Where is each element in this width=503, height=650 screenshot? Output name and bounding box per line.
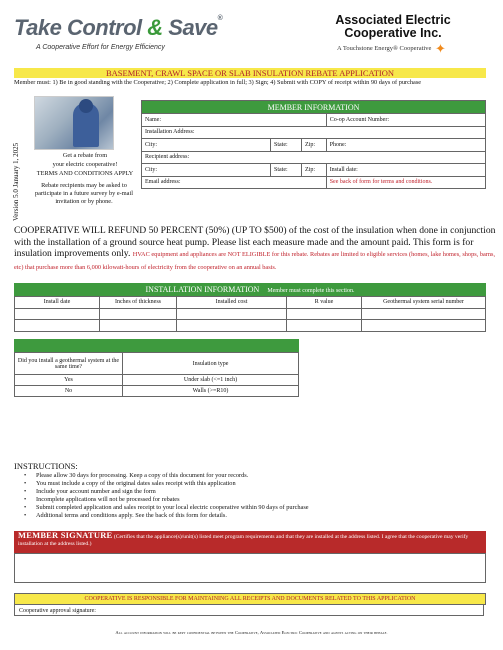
col-r-value: R value [287,297,362,309]
install-date-field[interactable]: Install date: [326,164,485,177]
worker-head [79,99,93,113]
instructions-title: INSTRUCTIONS: [14,461,78,471]
instruction-item: • Please allow 30 days for processing. Keep a copy of this document for your records. [36,472,309,480]
installation-table [14,296,486,332]
table-cell[interactable] [177,308,287,320]
version-date [8,96,30,224]
col-inches: Inches of thickness [100,297,177,309]
instructions-list [36,472,309,519]
recipient-city-field[interactable]: City: [142,164,271,177]
refund-statement [14,225,496,273]
insulation-type-header: Insulation type [123,353,299,375]
touchstone-star-icon: ✦ [435,41,446,56]
geothermal-heading-bar [14,339,299,352]
table-cell[interactable] [15,308,100,320]
installation-info-heading [14,283,486,296]
table-cell[interactable] [100,308,177,320]
table-cell[interactable] [287,308,362,320]
instruction-item: • Include your account number and sign the form [36,488,309,496]
form-title: BASEMENT, CRAWL SPACE OR SLAB INSULATION REBATE APPLICATION [14,68,486,78]
take-control-save-logo [14,15,222,41]
confidentiality-footer: All account information will be kept confidential between the Cooperative, Associated Electric Cooperative and agents acting on their behalf. [115,630,388,635]
recipient-state-field[interactable]: State: [271,164,302,177]
signature-field[interactable] [14,553,486,583]
cooperative-approval-field[interactable]: Cooperative approval signature: [14,604,484,616]
rebate-line-1: Get a rebate from [62,152,108,159]
geothermal-yes[interactable]: Yes [15,375,123,386]
refund-eligibility-note: HVAC equipment and appliances are NOT ELIGIBLE for this rebate. Rebates are limited to eligible services (homes, lake homes, shops, barns, etc) that purchase more than 6,000 kilowatt-hours of electricity from the cooperative on an annual basis. [14,251,496,271]
instruction-item: • Submit completed application and sales receipt to your local electric cooperative within 90 days of purchase [36,504,309,512]
registered-mark: ® [217,15,223,22]
cooperative-name: Associated Electric Cooperative Inc. [335,13,451,40]
touchstone-tagline: A Touchstone Energy® Cooperative [337,45,432,52]
zip-field[interactable]: Zip: [302,139,327,152]
signature-certification: (Certifies that the appliance(s)/unit(s) listed meet program requirements and that they are installed at the address listed. I agree that the cooperative may verify installation at the address listed.) [18,534,469,547]
geothermal-question: Did you install a geothermal system at the same time? [15,353,123,375]
table-cell[interactable] [100,320,177,332]
table-cell[interactable] [15,320,100,332]
col-serial-number: Geothermal system serial number [362,297,486,309]
signature-heading: MEMBER SIGNATURE [18,530,113,540]
instruction-item: • Incomplete applications will not be processed for rebates [36,496,309,504]
member-signature-bar [14,531,486,553]
geothermal-no[interactable]: No [15,386,123,397]
table-cell[interactable] [362,320,486,332]
recipient-address-field[interactable]: Recipient address: [142,151,486,164]
member-info-table [141,100,486,189]
instruction-item: • Additional terms and conditions apply. See the back of this form for details. [36,512,309,520]
logo-ampersand: & [147,15,163,40]
insulation-type-walls[interactable]: Walls (>=R10) [123,386,299,397]
table-cell[interactable] [177,320,287,332]
responsibility-notice: COOPERATIVE IS RESPONSIBLE FOR MAINTAINING ALL RECEIPTS AND DOCUMENTS RELATED TO THIS APPLICATION [14,593,486,605]
table-row [15,308,486,320]
recipient-zip-field[interactable]: Zip: [302,164,327,177]
refund-main-text: COOPERATIVE WILL REFUND 50 PERCENT (50%) (UP TO $500) of the cost of the insulation when done in conjunction with the installation of a ground source heat pump. Please list each measure made and the amount paid. This form is for insulation improvements only. [14,225,496,259]
signature-text-block [18,532,484,548]
geothermal-table [14,352,299,397]
rebate-line-2: your electric cooperative! [52,161,118,168]
terms-apply: TERMS AND CONDITIONS APPLY [36,170,134,177]
account-number-field[interactable]: Co-op Account Number: [326,114,485,127]
logo-tagline: A Cooperative Effort for Energy Efficiency [36,44,165,51]
see-back-note: See back of form for terms and conditions. [326,176,485,189]
insulation-worker-photo [34,96,114,150]
member-requirements: Member must: 1) Be in good standing with the Cooperative; 2) Complete application in full; 3) Sign; 4) Submit with COPY of receipt within 90 days of purchase [14,79,422,86]
member-info-heading: MEMBER INFORMATION [142,101,486,114]
table-row [15,320,486,332]
logo-text-take-control: Take Control [14,15,148,40]
state-field[interactable]: State: [271,139,302,152]
email-field[interactable]: Email address: [142,176,327,189]
logo-text-save: Save [162,15,218,40]
col-install-date: Install date [15,297,100,309]
city-field[interactable]: City: [142,139,271,152]
installation-heading-text: INSTALLATION INFORMATION [145,285,260,294]
installation-address-field[interactable]: Installation Address: [142,126,486,139]
table-cell[interactable] [287,320,362,332]
table-cell[interactable] [362,308,486,320]
version-text: Version 5.0 January 1, 2025 [12,142,20,221]
phone-field[interactable]: Phone: [326,139,485,152]
installation-subheading: Member must complete this section. [267,288,355,294]
col-installed-cost: Installed cost [177,297,287,309]
instruction-item: • You must include a copy of the original dates sales receipt with this application [36,480,309,488]
insulation-type-under-slab[interactable]: Under slab (<=1 inch) [123,375,299,386]
survey-note: Rebate recipients may be asked to participate in a future survey by e-mail invitation or by phone. [35,182,133,205]
name-field[interactable]: Name: [142,114,327,127]
